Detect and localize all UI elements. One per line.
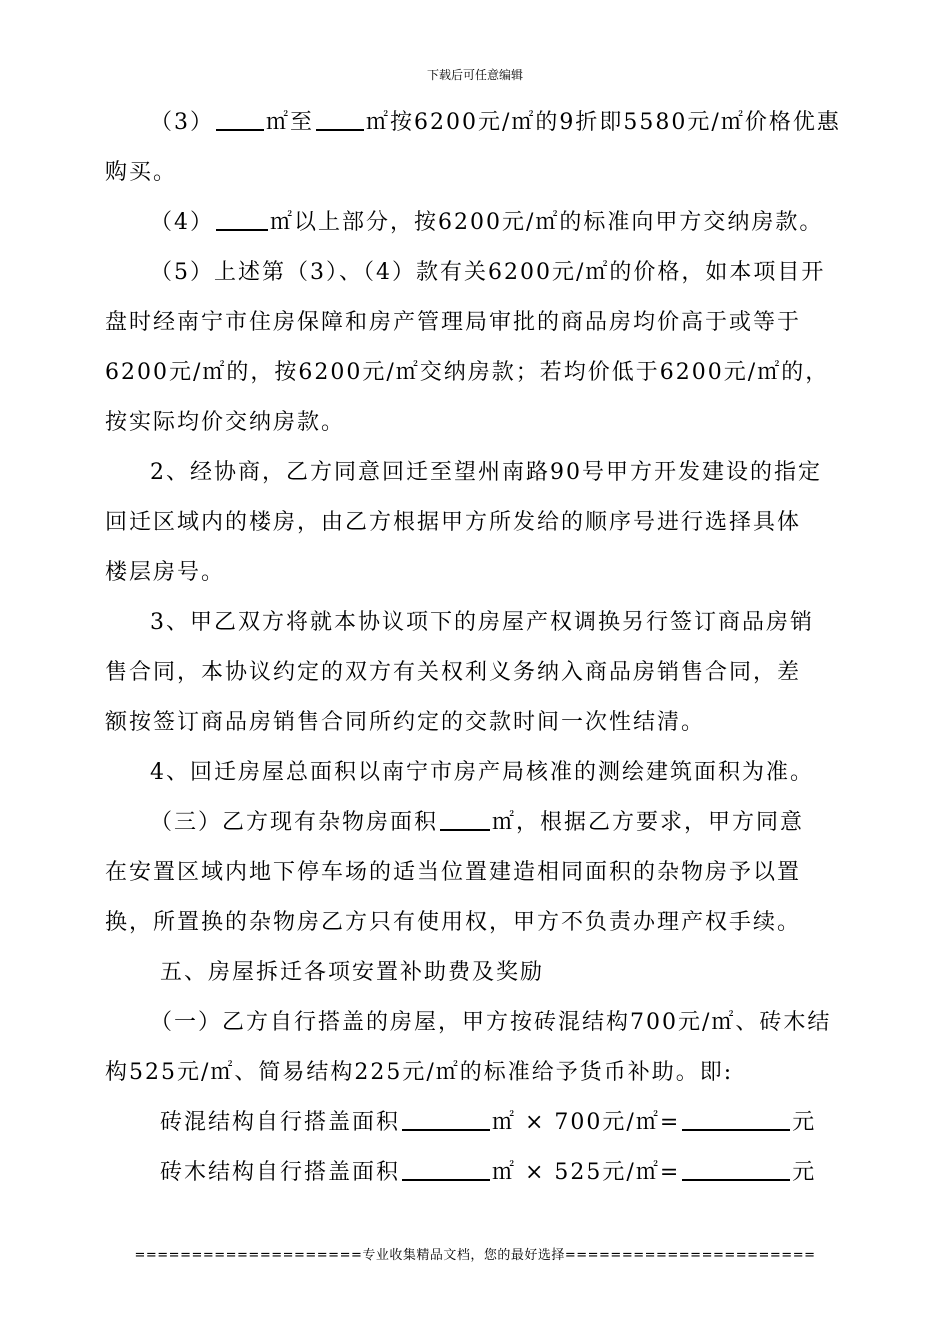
blank-field — [316, 103, 364, 131]
paragraph-line: 盘时经南宁市住房保障和房产管理局审批的商品房均价高于或等于 — [105, 310, 802, 335]
paragraph-line: 3、甲乙双方将就本协议项下的房屋产权调换另行签订商品房销 — [150, 610, 814, 635]
paragraph-line: 楼层房号。 — [105, 560, 226, 585]
blank-field — [682, 1153, 790, 1181]
paragraph-line: 售合同，本协议约定的双方有关权利义务纳入商品房销售合同，差 — [105, 660, 802, 685]
paragraph-line: （3） ㎡至 ㎡按6200元/㎡的9折即5580元/㎡价格优惠 — [0, 103, 950, 143]
blank-field — [216, 203, 268, 231]
formula-line: 砖混结构自行搭盖面积 ㎡ × 700元/㎡= 元 — [0, 1103, 950, 1143]
blank-field — [682, 1103, 790, 1131]
paragraph-line: 额按签订商品房销售合同所约定的交款时间一次性结清。 — [105, 710, 706, 735]
section-heading: 五、房屋拆迁各项安置补助费及奖励 — [160, 960, 545, 985]
paragraph-line: 4、回迁房屋总面积以南宁市房产局核准的测绘建筑面积为准。 — [150, 760, 814, 785]
paragraph-line: 购买。 — [105, 160, 178, 185]
paragraph-line: 在安置区域内地下停车场的适当位置建造相同面积的杂物房予以置 — [105, 860, 802, 885]
paragraph-line: 6200元/㎡的，按6200元/㎡交纳房款；若均价低于6200元/㎡的， — [105, 360, 830, 385]
blank-field — [216, 103, 264, 131]
paragraph-line: （5）上述第（3）、（4）款有关6200元/㎡的价格，如本项目开 — [150, 260, 826, 285]
paragraph-line: （4） ㎡以上部分，按6200元/㎡的标准向甲方交纳房款。 — [0, 203, 950, 243]
page-header: 下载后可任意编辑 — [426, 68, 523, 82]
blank-field — [440, 803, 490, 831]
paragraph-line: 按实际均价交纳房款。 — [105, 410, 346, 435]
paragraph-line: 换，所置换的杂物房乙方只有使用权，甲方不负责办理产权手续。 — [105, 910, 802, 935]
paragraph-line: 2、经协商，乙方同意回迁至望州南路90号甲方开发建设的指定 — [150, 460, 822, 485]
paragraph-line: （一）乙方自行搭盖的房屋，甲方按砖混结构700元/㎡、砖木结 — [150, 1010, 832, 1035]
paragraph-line: 回迁区域内的楼房，由乙方根据甲方所发给的顺序号进行选择具体 — [105, 510, 802, 535]
blank-field — [402, 1103, 490, 1131]
blank-field — [402, 1153, 490, 1181]
paragraph-line: 构525元/㎡、简易结构225元/㎡的标准给予货币补助。即: — [105, 1060, 734, 1085]
formula-line: 砖木结构自行搭盖面积 ㎡ × 525元/㎡= 元 — [0, 1153, 950, 1193]
paragraph-line: （三）乙方现有杂物房面积 ㎡，根据乙方要求，甲方同意 — [0, 803, 950, 843]
page-footer: ====================专业收集精品文档，您的最好选择====================== — [134, 1248, 816, 1263]
